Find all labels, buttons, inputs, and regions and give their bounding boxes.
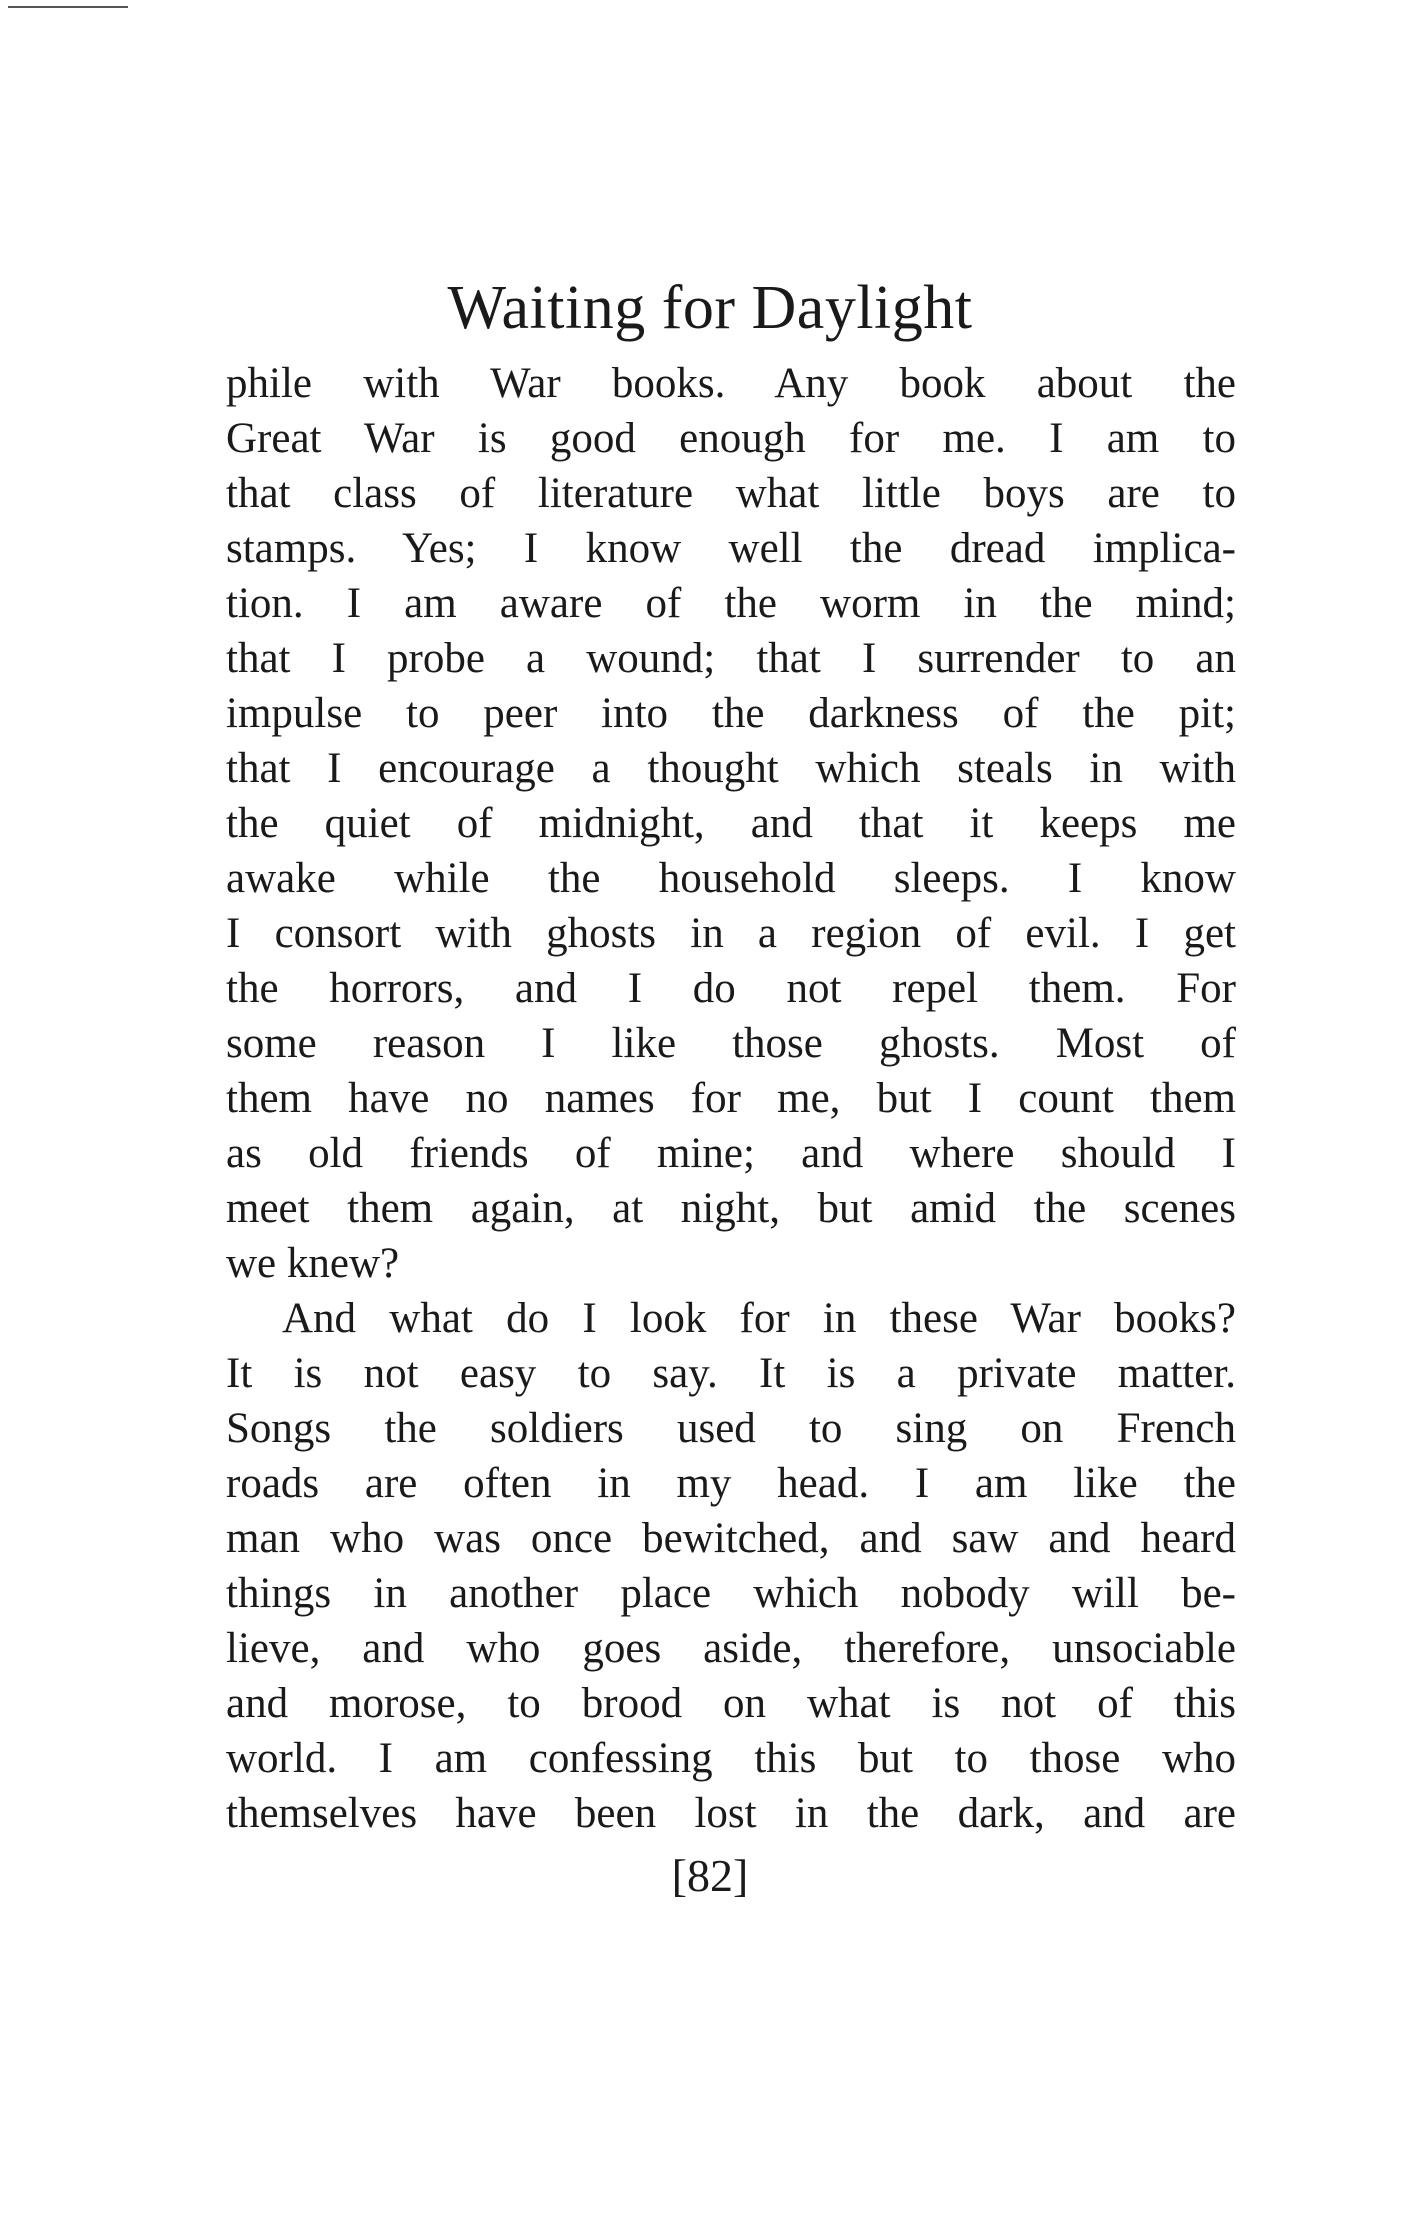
text-line: roads are often in my head. I am like the <box>226 1460 1236 1507</box>
text-line: lieve, and who goes aside, therefore, unsociable <box>226 1625 1236 1672</box>
body-text <box>226 356 1236 1841</box>
text-line: themselves have been lost in the dark, and are <box>226 1790 1236 1837</box>
paragraph-2 <box>226 1291 1236 1841</box>
text-line: impulse to peer into the darkness of the pit; <box>226 690 1236 737</box>
text-line: Songs the soldiers used to sing on French <box>226 1405 1236 1452</box>
text-line: tion. I am aware of the worm in the mind; <box>226 580 1236 627</box>
corner-scan-mark <box>8 6 128 8</box>
paragraph-1 <box>226 356 1236 1291</box>
text-line: as old friends of mine; and where should I <box>226 1130 1236 1177</box>
running-head: Waiting for Daylight <box>447 274 973 342</box>
text-line: we knew? <box>226 1240 400 1287</box>
text-line: meet them again, at night, but amid the scenes <box>226 1185 1236 1232</box>
text-line: I consort with ghosts in a region of evil. I get <box>226 910 1236 957</box>
text-line: the horrors, and I do not repel them. For <box>226 965 1236 1012</box>
page-number: [82] <box>671 1850 749 1901</box>
text-line: that class of literature what little boys are to <box>226 470 1236 517</box>
text-line: that I probe a wound; that I surrender to an <box>226 635 1236 682</box>
text-line: It is not easy to say. It is a private matter. <box>226 1350 1236 1397</box>
text-line: phile with War books. Any book about the <box>226 360 1236 407</box>
text-line: stamps. Yes; I know well the dread implica- <box>226 525 1236 572</box>
text-line: awake while the household sleeps. I know <box>226 855 1236 902</box>
text-line: them have no names for me, but I count them <box>226 1075 1236 1122</box>
text-line: that I encourage a thought which steals in with <box>226 745 1236 792</box>
text-line: and morose, to brood on what is not of this <box>226 1680 1236 1727</box>
text-line: And what do I look for in these War books? <box>282 1295 1236 1342</box>
text-line: the quiet of midnight, and that it keeps me <box>226 800 1236 847</box>
text-line: some reason I like those ghosts. Most of <box>226 1020 1236 1067</box>
text-line: things in another place which nobody will be- <box>226 1570 1236 1617</box>
text-line: Great War is good enough for me. I am to <box>226 415 1236 462</box>
text-line: world. I am confessing this but to those who <box>226 1735 1236 1782</box>
text-line: man who was once bewitched, and saw and heard <box>226 1515 1236 1562</box>
